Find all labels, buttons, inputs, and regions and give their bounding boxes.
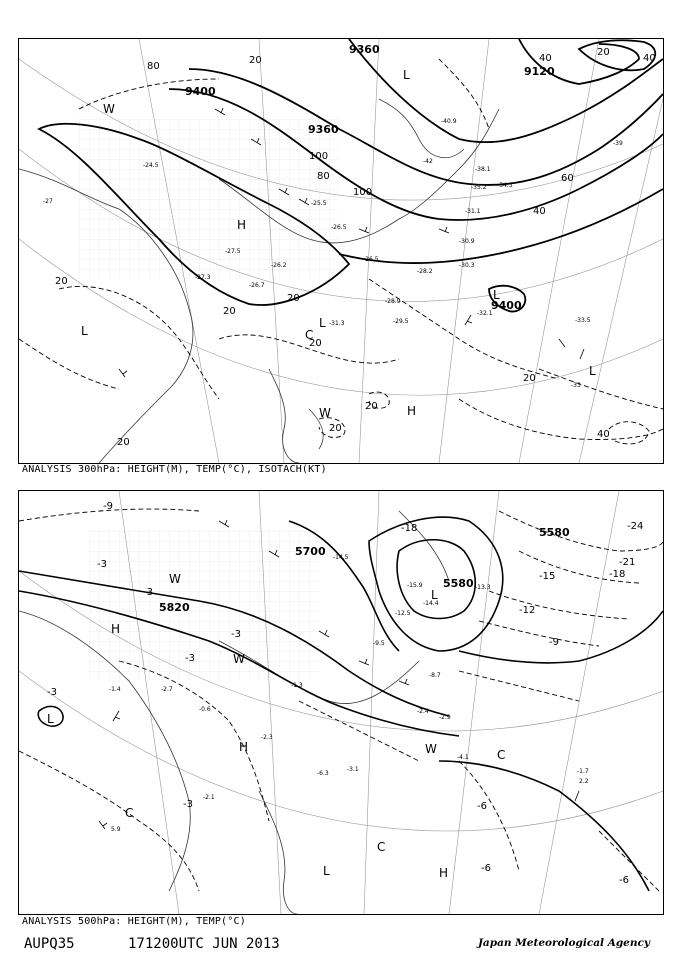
cold-core-marker: C bbox=[125, 806, 134, 820]
temperature-label: -0.6 bbox=[199, 706, 211, 713]
temp-contour-label: -6 bbox=[481, 863, 491, 874]
temp-contour-label: -3 bbox=[231, 629, 241, 640]
temp-contour-label: -3 bbox=[47, 687, 57, 698]
valid-time: 171200UTC JUN 2013 bbox=[128, 936, 280, 952]
temperature-label: -26.2 bbox=[271, 262, 287, 269]
warm-core-marker: W bbox=[103, 102, 115, 116]
isotach-label: 20 bbox=[223, 306, 236, 317]
temperature-label: -12.5 bbox=[395, 610, 411, 617]
cold-core-marker: C bbox=[497, 748, 506, 762]
isotach-label: 100 bbox=[309, 151, 329, 162]
isotach-label: 80 bbox=[147, 61, 160, 72]
isotach-label: 20 bbox=[55, 276, 68, 287]
land-shading bbox=[79, 119, 339, 279]
isotach-label: 20 bbox=[523, 373, 536, 384]
temperature-label: -2.9 bbox=[439, 714, 451, 721]
temperature-label: -28.2 bbox=[417, 268, 433, 275]
isotach-label: 20 bbox=[287, 293, 300, 304]
isotach-label: 40 bbox=[533, 206, 546, 217]
temperature-label: -38.1 bbox=[475, 166, 491, 173]
temperature-label: -31.1 bbox=[465, 208, 481, 215]
product-id: AUPQ35 bbox=[24, 936, 75, 952]
caption-500hpa: ANALYSIS 500hPa: HEIGHT(M), TEMP(°C) bbox=[22, 916, 246, 927]
temp-contour-label: -9 bbox=[103, 501, 113, 512]
temp-contour-label: -3 bbox=[185, 653, 195, 664]
temperature-label: -25.5 bbox=[311, 200, 327, 207]
low-pressure-marker: L bbox=[319, 316, 326, 330]
temperature-label: -2.1 bbox=[203, 794, 215, 801]
temp-contour-label: -18 bbox=[401, 523, 418, 534]
temperature-label: -6.3 bbox=[317, 770, 329, 777]
temperature-label: -4.1 bbox=[457, 754, 469, 761]
temperature-label: -13.3 bbox=[475, 584, 491, 591]
temperature-label: -28.9 bbox=[385, 298, 401, 305]
isotach-label: 80 bbox=[317, 171, 330, 182]
temperature-label: -32.1 bbox=[477, 310, 493, 317]
height-label: 9360 bbox=[308, 123, 339, 136]
temperature-label: -30.3 bbox=[459, 262, 475, 269]
low-pressure-marker: L bbox=[431, 588, 438, 602]
high-pressure-marker: H bbox=[239, 740, 249, 754]
height-label: 9120 bbox=[524, 65, 555, 78]
isotach-label: 40 bbox=[597, 429, 610, 440]
temperature-label: -26.7 bbox=[249, 282, 265, 289]
isotach-label: 20 bbox=[597, 47, 610, 58]
low-pressure-marker: L bbox=[493, 288, 500, 302]
low-pressure-marker: L bbox=[323, 864, 330, 878]
high-pressure-marker: H bbox=[237, 218, 247, 232]
temperature-label: -9.5 bbox=[373, 640, 385, 647]
temperature-label: -1.3 bbox=[291, 682, 303, 689]
temperature-label: -26.5 bbox=[331, 224, 347, 231]
isotach-label: 40 bbox=[643, 53, 656, 64]
temp-contour-label: -15 bbox=[539, 571, 556, 582]
temp-contour-label: -3 bbox=[143, 587, 153, 598]
isotach-label: 100 bbox=[353, 187, 373, 198]
temperature-label: -1.4 bbox=[109, 686, 121, 693]
low-pressure-marker: L bbox=[589, 364, 596, 378]
temperature-label: -27 bbox=[43, 198, 53, 205]
map-500hpa-canvas bbox=[19, 491, 663, 914]
temperature-label: -2.7 bbox=[161, 686, 173, 693]
map-300hpa-canvas bbox=[19, 39, 663, 463]
low-pressure-marker: L bbox=[47, 712, 54, 726]
temperature-label: -3.1 bbox=[347, 766, 359, 773]
temp-contour-label: -21 bbox=[619, 557, 636, 568]
temperature-label: -42 bbox=[423, 158, 433, 165]
temperature-label: -29.5 bbox=[393, 318, 409, 325]
high-pressure-marker: H bbox=[439, 866, 449, 880]
temperature-label: -27.3 bbox=[195, 274, 211, 281]
cold-core-marker: C bbox=[377, 840, 386, 854]
temperature-label: -26.5 bbox=[363, 256, 379, 263]
temp-contour-label: -9 bbox=[549, 637, 559, 648]
agency-name: Japan Meteorological Agency bbox=[477, 937, 650, 949]
temp-contour-label: -6 bbox=[477, 801, 487, 812]
temp-contour-label: -24 bbox=[627, 521, 644, 532]
height-label: 5700 bbox=[295, 545, 326, 558]
height-label: 5580 bbox=[443, 577, 474, 590]
temp-contour-label: -3 bbox=[97, 559, 107, 570]
cold-core-marker: C bbox=[305, 328, 314, 342]
low-pressure-marker: L bbox=[81, 324, 88, 338]
height-label: 9400 bbox=[491, 299, 522, 312]
temperature-label: -2.4 bbox=[417, 708, 429, 715]
warm-core-marker: W bbox=[319, 406, 331, 420]
temp-contour-label: -6 bbox=[619, 875, 629, 886]
map-300hpa bbox=[18, 38, 664, 464]
height-label: 9360 bbox=[349, 43, 380, 56]
temperature-label: -40.9 bbox=[441, 118, 457, 125]
temperature-label: -35.2 bbox=[471, 184, 487, 191]
temperature-label: -2.3 bbox=[261, 734, 273, 741]
isotach-label: 40 bbox=[539, 53, 552, 64]
temperature-label: -34.3 bbox=[497, 182, 513, 189]
isotach-label: 20 bbox=[329, 423, 342, 434]
low-pressure-marker: L bbox=[403, 68, 410, 82]
temp-contour-label: -3 bbox=[183, 799, 193, 810]
isotach-label: 60 bbox=[561, 173, 574, 184]
temperature-label: -33 bbox=[571, 382, 581, 389]
caption-300hpa: ANALYSIS 300hPa: HEIGHT(M), TEMP(°C), ISOTACH(KT) bbox=[22, 464, 327, 475]
warm-core-marker: W bbox=[425, 742, 437, 756]
temperature-label: -24.5 bbox=[143, 162, 159, 169]
temperature-label: -8.7 bbox=[429, 672, 441, 679]
temperature-label: 2.2 bbox=[579, 778, 589, 785]
high-pressure-marker: H bbox=[111, 622, 121, 636]
temperature-label: -27.5 bbox=[225, 248, 241, 255]
isotach-label: 20 bbox=[249, 55, 262, 66]
warm-core-marker: W bbox=[169, 572, 181, 586]
isotach-label: 20 bbox=[117, 437, 130, 448]
temperature-label: -30.9 bbox=[459, 238, 475, 245]
temperature-label: -31.3 bbox=[329, 320, 345, 327]
warm-core-marker: W bbox=[233, 652, 245, 666]
height-label: 5580 bbox=[539, 526, 570, 539]
temperature-label: -14.5 bbox=[333, 554, 349, 561]
isotach-label: 20 bbox=[365, 401, 378, 412]
height-label: 5820 bbox=[159, 601, 190, 614]
temp-contour-label: -12 bbox=[519, 605, 536, 616]
temp-contour-label: -18 bbox=[609, 569, 626, 580]
high-pressure-marker: H bbox=[407, 404, 417, 418]
temperature-label: -33.5 bbox=[575, 317, 591, 324]
isotach-label: 20 bbox=[309, 338, 322, 349]
temperature-label: -15.9 bbox=[407, 582, 423, 589]
temperature-label: -14.4 bbox=[423, 600, 439, 607]
temperature-label: -39 bbox=[613, 140, 623, 147]
height-label: 9400 bbox=[185, 85, 216, 98]
temperature-label: 5.9 bbox=[111, 826, 121, 833]
temperature-label: -1.7 bbox=[577, 768, 589, 775]
land-shading bbox=[89, 531, 319, 681]
map-500hpa bbox=[18, 490, 664, 915]
